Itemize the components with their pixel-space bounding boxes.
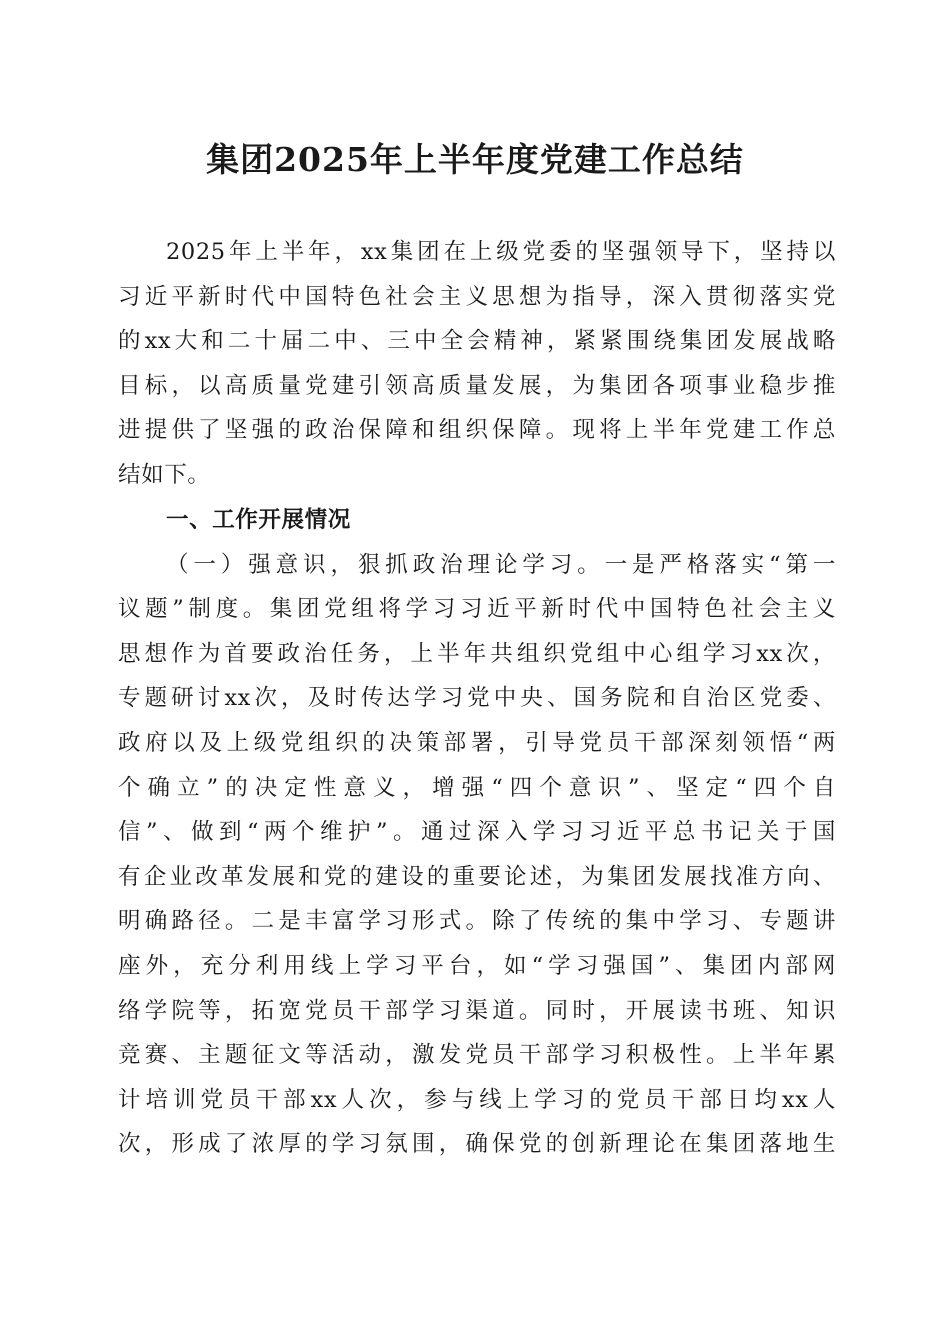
paragraph-line: 个确立”的决定性意义，增强“四个意识”、坚定“四个自 [118, 774, 836, 801]
paragraph-line: 结如下。 [118, 461, 211, 488]
paragraph-line: 信”、做到“两个维护”。通过深入学习习近平总书记关于国 [118, 819, 836, 846]
paragraph-line: 议题”制度。集团党组将学习习近平新时代中国特色社会主义 [118, 596, 836, 623]
paragraph-line: 明确路径。二是丰富学习形式。除了传统的集中学习、专题讲 [118, 908, 836, 935]
paragraph-line: 计培训党员干部xx人次，参与线上学习的党员干部日均xx人 [118, 1086, 836, 1113]
document-title: 集团2025年上半年度党建工作总结 [206, 140, 744, 179]
paragraph-line: 次，形成了浓厚的学习氛围，确保党的创新理论在集团落地生 [118, 1131, 836, 1158]
paragraph-line: 的xx大和二十届二中、三中全会精神，紧紧围绕集团发展战略 [118, 328, 836, 355]
paragraph-line: 政府以及上级党组织的决策部署，引导党员干部深刻领悟“两 [118, 729, 836, 756]
paragraph-line: （一）强意识，狠抓政治理论学习。一是严格落实“第一 [166, 551, 836, 578]
section-heading: 一、工作开展情况 [166, 507, 351, 533]
paragraph-line: 络学院等，拓宽党员干部学习渠道。同时，开展读书班、知识 [118, 997, 836, 1024]
paragraph-line: 2025年上半年，xx集团在上级党委的坚强领导下，坚持以 [166, 239, 836, 265]
paragraph-line: 目标，以高质量党建引领高质量发展，为集团各项事业稳步推 [118, 372, 836, 399]
paragraph-line: 竞赛、主题征文等活动，激发党员干部学习积极性。上半年累 [118, 1042, 836, 1069]
paragraph-line: 有企业改革发展和党的建设的重要论述，为集团发展找准方向、 [118, 863, 836, 890]
paragraph-line: 进提供了坚强的政治保障和组织保障。现将上半年党建工作总 [118, 417, 836, 444]
paragraph-line: 座外，充分利用线上学习平台，如“学习强国”、集团内部网 [118, 952, 836, 979]
paragraph-line: 专题研讨xx次，及时传达学习党中央、国务院和自治区党委、 [118, 685, 836, 712]
paragraph-line: 思想作为首要政治任务，上半年共组织党组中心组学习xx次， [118, 640, 836, 667]
section-work-progress [118, 498, 836, 1167]
intro-paragraph [118, 230, 836, 498]
paragraph-line: 习近平新时代中国特色社会主义思想为指导，深入贯彻落实党 [118, 283, 836, 310]
